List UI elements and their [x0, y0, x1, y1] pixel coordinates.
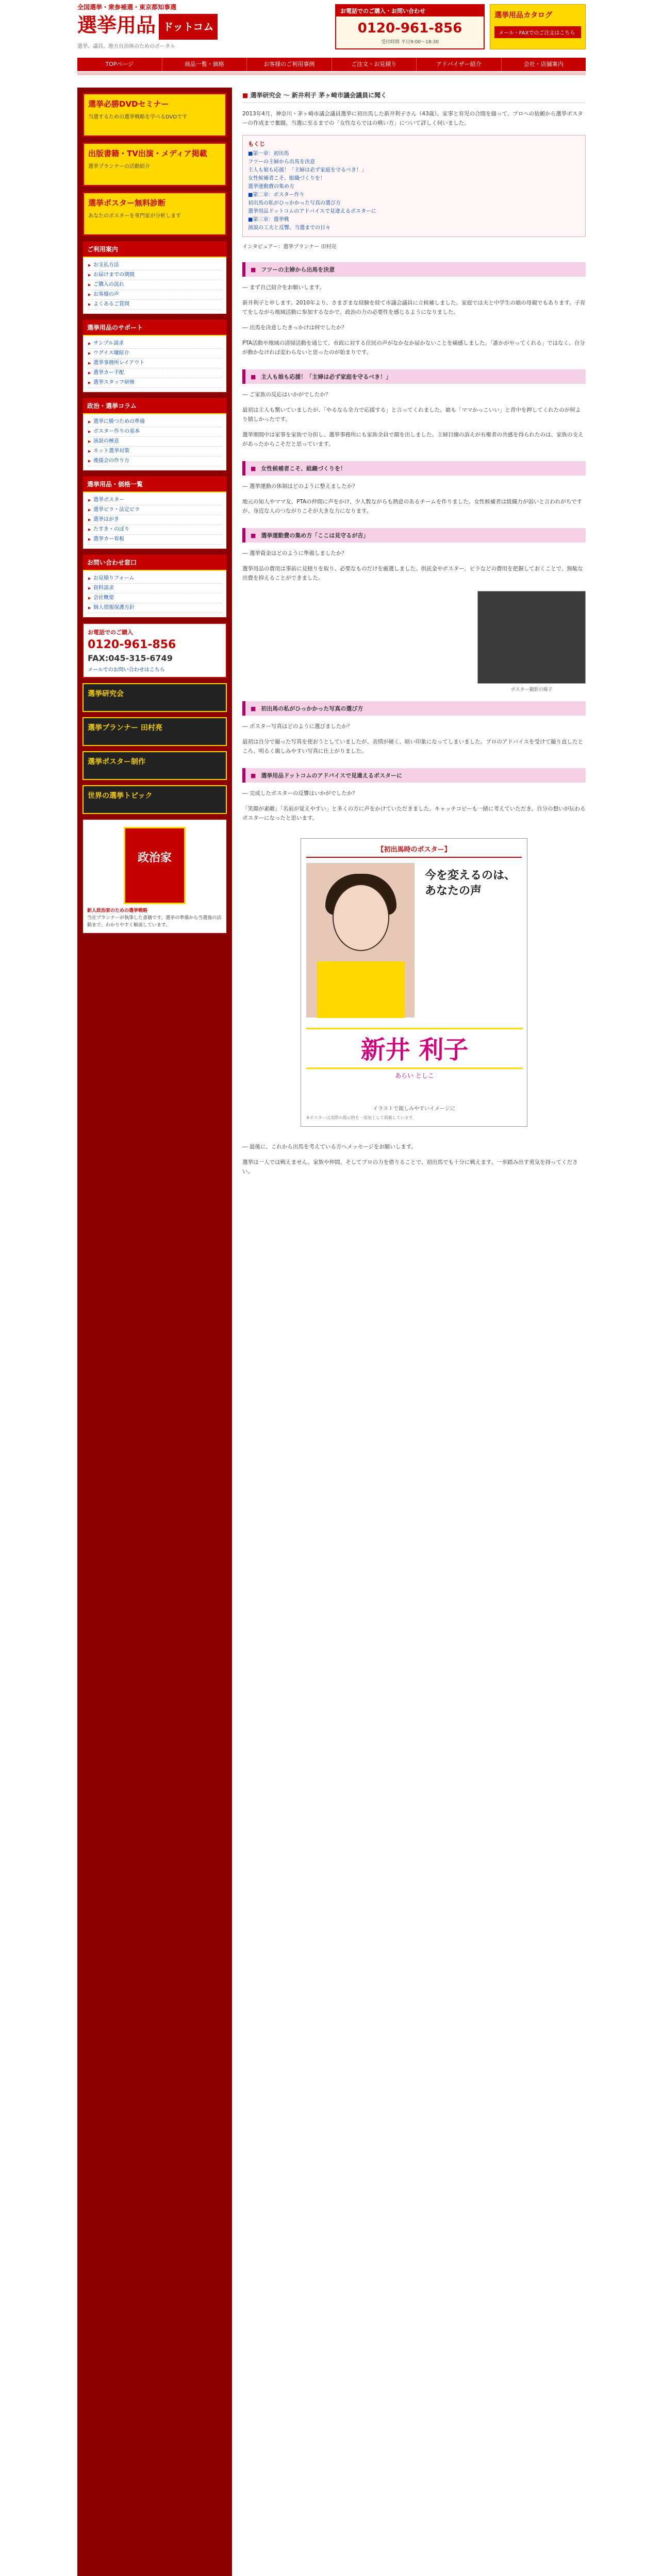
poster-name-reading: あらい としこ: [395, 1072, 434, 1079]
sidebar-link[interactable]: ▶ ご購入の流れ: [88, 280, 221, 290]
nav-item-company[interactable]: 会社・店舗案内: [523, 61, 564, 67]
sidebar-link[interactable]: ▶ ネット選挙対策: [88, 447, 221, 456]
section-heading: [242, 369, 586, 384]
nav-item-advisors[interactable]: アドバイザー紹介: [417, 58, 502, 71]
interview-question: ― 出馬を決意したきっかけは何でしたか？: [242, 325, 347, 331]
sidebar-section-title: ご利用案内: [83, 242, 226, 258]
section-heading-text: 主人も娘も応援！「主婦は必ず家庭を守るべき！」: [261, 374, 392, 380]
interview-answer: 選挙は一人では戦えません。家族や仲間、そしてプロの力を借りることで、初出馬でも十分に戦えます。一歩踏み出す勇気を持ってください。: [242, 1159, 578, 1175]
poster-body: [306, 863, 522, 1100]
interview-question: ― 完成したポスターの反響はいかがでしたか？: [242, 790, 358, 796]
nav-item-order[interactable]: ご注文・お見積り: [332, 58, 417, 71]
interview-question: ― まず自己紹介をお願いします。: [242, 284, 325, 291]
sidebar-link[interactable]: ▶ ウグイス嬢紹介: [88, 349, 221, 359]
poster-caption: イラストで親しみやすいイメージに: [373, 1106, 455, 1112]
interviewer-credit: インタビュアー：選挙プランナー 田村亮: [242, 244, 337, 250]
shooting-photo: [477, 591, 586, 684]
sidebar-link[interactable]: ▶ よくあるご質問: [88, 300, 221, 310]
section-heading-text: フツーの主婦から出馬を決意: [261, 266, 335, 273]
promo-dvd-sub: 当選するための選挙戦略を学べるDVDです: [88, 114, 188, 120]
sidebar-link[interactable]: ▶ お支払方法: [88, 261, 221, 270]
poster-slogan: 今を変えるのは、あなたの声: [425, 869, 516, 897]
sidebar-link[interactable]: ▶ お客様の声: [88, 290, 221, 300]
sidebar-link-list: [83, 336, 226, 392]
sidebar-promo-poster-check[interactable]: [82, 192, 227, 236]
nav-item-products[interactable]: 商品一覧・価格: [162, 58, 247, 71]
interview-answer: 「笑顔が素敵」「名前が覚えやすい」と多くの方に声をかけていただきました。キャッチコピーも一緒に考えていただき、自分の想いが伝わるポスターになったと思います。: [242, 806, 586, 821]
sidebar-link-list: [83, 493, 226, 549]
toc-item[interactable]: 選挙運動費の集め方: [248, 184, 294, 190]
sidebar-phone-number[interactable]: 0120-961-856: [88, 638, 176, 651]
interview-question: ― ご家族の反応はいかがでしたか？: [242, 392, 331, 398]
sidebar-section-columns: [82, 398, 227, 471]
sidebar-link[interactable]: ▶ 演説の極意: [88, 437, 221, 447]
promo-poster-title: 選挙ポスター無料診断: [88, 198, 166, 208]
sidebar-link[interactable]: ▶ 選挙に勝つための準備: [88, 417, 221, 427]
sidebar-banner-planner[interactable]: 選挙プランナー 田村亮: [82, 717, 227, 746]
toc-item[interactable]: 主人も娘も応援！「主婦は必ず家庭を守るべき！」: [248, 167, 367, 173]
interview-answer: 新井利子と申します。2010年より、さまざまな経験を経て市議会議員に立候補しました。家庭では夫と中学生の娘の母親でもあります。子育てをしながら地域活動に参加するなかで、政治の力の必要性を感じるようになりました。: [242, 300, 586, 315]
section-mark: ■: [251, 532, 256, 539]
sidebar-banner-study-group[interactable]: 選挙研究会: [82, 683, 227, 712]
sample-poster: [301, 838, 527, 1127]
catalog-title: 選挙用品カタログ: [494, 11, 552, 20]
sidebar-link-list: [83, 571, 226, 617]
sidebar-section-support: [82, 319, 227, 393]
sidebar-link[interactable]: ▶ 個人情報保護方針: [88, 603, 221, 613]
book-subtitle: 新人政治家のための選挙戦略: [87, 908, 148, 913]
sidebar-link[interactable]: ▶ 選挙カー手配: [88, 368, 221, 378]
sidebar-link-list: [83, 414, 226, 470]
site-logo[interactable]: [77, 3, 247, 53]
page-title-text: 選挙研究会 ～ 新井利子 茅ヶ崎市議会議員に聞く: [250, 92, 387, 99]
sidebar-contact-box: [82, 623, 227, 678]
toc-item[interactable]: 選挙用品ドットコムのアドバイスで見違えるポスターに: [248, 209, 376, 214]
sidebar-section-title: 選挙用品のサポート: [83, 320, 226, 336]
interview-answer: 最初は自分で撮った写真を使おうとしていましたが、表情が硬く、暗い印象になってしまいました。プロのアドバイスを受けて撮り直したところ、明るく親しみやすい写真に仕上がりました。: [242, 739, 583, 754]
section-heading: [242, 461, 586, 476]
section-mark: ■: [251, 705, 256, 712]
logo-title: [77, 13, 247, 40]
site-header: [0, 0, 662, 57]
header-inner: [77, 0, 586, 57]
logo-tagline: 選挙、議員、地方自治体のためのポータル: [77, 43, 175, 49]
promo-poster-sub: あなたのポスターを専門家が分析します: [88, 213, 181, 219]
catalog-sub-link[interactable]: メール・FAXでのご注文はこちら: [494, 26, 581, 38]
toc-item[interactable]: 演説の工夫と反響、当選までの日々: [248, 225, 330, 231]
sidebar-link[interactable]: ▶ 選挙ビラ・法定ビラ: [88, 505, 221, 515]
sidebar-link[interactable]: ▶ 選挙はがき: [88, 515, 221, 525]
catalog-banner[interactable]: [490, 4, 586, 49]
sidebar-link[interactable]: ▶ お届けまでの期間: [88, 270, 221, 280]
section-heading: [242, 528, 586, 543]
candidate-face: [333, 884, 389, 951]
book-description: 当社プランナーが執筆した書籍です。選挙の準備から当選後の活動まで、わかりやすく解説しています。: [87, 916, 222, 928]
section-heading-text: 初出馬の私がひっかかった写真の選び方: [261, 705, 363, 712]
section-heading-text: 選挙運動費の集め方「ここは見守るが吉」: [261, 532, 369, 539]
section-mark: ■: [251, 374, 256, 380]
section-mark: ■: [251, 266, 256, 273]
promo-dvd-title: 選挙必勝DVDセミナー: [88, 99, 169, 109]
section-heading-text: 選挙用品ドットコムのアドバイスで見違えるポスターに: [261, 772, 403, 779]
toc-item[interactable]: ■第二章：ポスター作り: [248, 192, 305, 198]
interview-question: ― 最後に、これから出馬を考えている方へメッセージをお願いします。: [242, 1144, 417, 1150]
nav-item-cases[interactable]: お客様のご利用事例: [247, 58, 332, 71]
interview-question: ― ポスター写真はどのように選びましたか？: [242, 723, 353, 730]
toc-item[interactable]: フツーの主婦から出馬を決意: [248, 159, 315, 165]
sidebar-section-title: 政治・選挙コラム: [83, 398, 226, 414]
sidebar-phone-label: お電話でのご購入: [88, 629, 133, 636]
global-nav: [77, 58, 586, 71]
sidebar: [77, 88, 232, 2576]
toc-title: もくじ: [248, 141, 265, 147]
logo-subtitle: 全国選挙・衆参補選・東京都知事選: [77, 4, 177, 11]
sidebar-link[interactable]: ▶ 選挙事務所レイアウト: [88, 359, 221, 368]
toc-item[interactable]: ■第一章：初出馬: [248, 151, 289, 157]
sidebar-fax-number: FAX:045-315-6749: [88, 653, 173, 663]
sidebar-link-list: [83, 258, 226, 314]
section-mark: ■: [251, 772, 256, 779]
toc-item[interactable]: 女性候補者こそ、組織づくりを！: [248, 176, 325, 181]
interview-answer: 最初は主人も驚いていましたが、「やるなら全力で応援する」と言ってくれました。娘も「ママかっこいい」と背中を押してくれたのが何より嬉しかったです。: [242, 407, 581, 422]
section-heading: [242, 262, 586, 277]
title-mark: ■: [242, 92, 249, 99]
book-cover: 政治家: [124, 827, 186, 904]
section-heading: [242, 701, 586, 716]
interview-answer: PTA活動や地域の清掃活動を通じて、市政に対する住民の声がなかなか届かないことを痛感しました。「誰かがやってくれる」ではなく、自分が動かなければ変わらないと思ったのが始まりです。: [242, 340, 585, 355]
sidebar-link[interactable]: ▶ ポスター作りの基本: [88, 427, 221, 437]
sidebar-link[interactable]: ▶ 資料請求: [88, 584, 221, 594]
poster-note: ※ポスターは実際の掲示物を一部加工して掲載しています。: [306, 1115, 417, 1120]
sidebar-section-products: [82, 476, 227, 549]
sidebar-section-title: 選挙用品・価格一覧: [83, 477, 226, 493]
header-phone-number[interactable]: 0120-961-856: [357, 21, 462, 36]
interview-question: ― 選挙運動の体制はどのように整えましたか？: [242, 483, 358, 489]
toc-item[interactable]: 初出馬の私がひっかかった写真の選び方: [248, 200, 341, 206]
sidebar-link[interactable]: ▶ たすき・のぼり: [88, 525, 221, 535]
interview-answer: 選挙期間中は家事を家族で分担し、選挙事務所にも家族全員で顔を出しました。主婦目線の訴えが有権者の共感を得られたのは、家族の支えがあったからこそだと思っています。: [242, 432, 584, 447]
sidebar-link[interactable]: ▶ 後援会の作り方: [88, 456, 221, 466]
poster-candidate-name: 新井 利子: [306, 1028, 523, 1069]
interview-answer: 選挙用品の費用は事前に見積りを取り、必要なものだけを厳選しました。供託金やポスター、ビラなどの費用を把握しておくことで、無駄な出費を抑えることができました。: [242, 566, 583, 581]
section-mark: ■: [251, 465, 256, 472]
candidate-shirt: [317, 961, 405, 1018]
sidebar-banner-poster[interactable]: 選挙ポスター制作: [82, 751, 227, 780]
toc-item[interactable]: ■第三章：選挙戦: [248, 217, 289, 223]
sidebar-link[interactable]: ▶ 選挙カー看板: [88, 535, 221, 545]
nav-item-top[interactable]: TOPページ: [77, 58, 162, 71]
sidebar-mail-link[interactable]: メールでのお問い合わせはこちら: [88, 667, 165, 673]
sidebar-link[interactable]: ▶ 会社概要: [88, 594, 221, 603]
phone-box-heading: お電話でのご購入・お問い合わせ: [336, 5, 484, 16]
photo-caption: ポスター撮影の様子: [510, 687, 553, 692]
page-title: [242, 88, 586, 103]
article-lead: 2013年4月、神奈川・茅ヶ崎市議会議員選挙に初出馬した新井利子さん（43歳）。家事と育児の合間を縫って、プロへの依頼から選挙ポスターの作成まで奮闘。当選に至るまでの「女性ならではの戦い方」について詳しく伺いました。: [242, 111, 583, 126]
sidebar-promo-media[interactable]: [82, 142, 227, 187]
table-of-contents: [242, 135, 586, 237]
candidate-photo: [306, 863, 415, 1018]
sidebar-banner-world[interactable]: 世界の選挙トピック: [82, 785, 227, 814]
sidebar-link[interactable]: ▶ お見積りフォーム: [88, 574, 221, 584]
sidebar-link[interactable]: ▶ サンプル請求: [88, 339, 221, 349]
promo-media-title: 出版書籍・TV出演・メディア掲載: [88, 149, 207, 158]
nav-underline-strip: [77, 72, 586, 75]
photo-row: [242, 591, 586, 692]
logo-main-text: 選挙用品: [77, 14, 156, 37]
sidebar-link[interactable]: ▶ 選挙ポスター: [88, 496, 221, 505]
promo-media-sub: 選挙プランナーの活動紹介: [88, 164, 150, 170]
sidebar-book-promo[interactable]: [82, 819, 227, 934]
logo-dot-badge: ドットコム: [159, 14, 218, 40]
section-heading-text: 女性候補者こそ、組織づくりを！: [261, 465, 346, 472]
poster-heading: 【初出馬時のポスター】: [306, 844, 522, 858]
section-heading: [242, 768, 586, 783]
interview-answer: 地元の知人やママ友、PTAの仲間に声をかけ、少人数ながらも熱意のあるチームを作りました。女性候補者は組織力が弱いと言われがちですが、身近な人のつながりこそが大きな力になります。: [242, 499, 583, 514]
sidebar-section-title: お問い合わせ窓口: [83, 555, 226, 571]
sidebar-promo-dvd[interactable]: [82, 93, 227, 137]
interview-question: ― 選挙資金はどのように準備しましたか？: [242, 550, 347, 556]
phone-hours: 受付時間 平日9:00～18:30: [380, 40, 439, 45]
main-content: [242, 88, 586, 2576]
header-phone-box[interactable]: [335, 4, 485, 49]
sidebar-section-usage: [82, 241, 227, 314]
sidebar-link[interactable]: ▶ 選挙スタッフ研修: [88, 378, 221, 388]
sidebar-section-contact: [82, 554, 227, 618]
